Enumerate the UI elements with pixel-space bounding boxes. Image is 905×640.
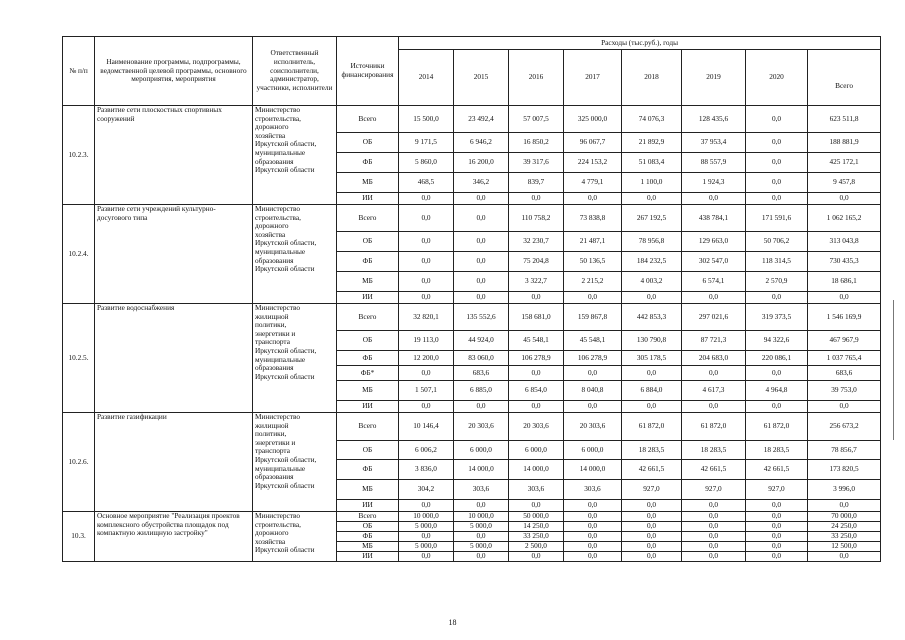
header-year: 2018 (622, 50, 682, 106)
year-value-cell: 220 086,1 (746, 351, 808, 366)
year-value-cell: 0,0 (399, 252, 454, 272)
year-value-cell: 346,2 (454, 173, 509, 193)
table-row (63, 512, 881, 522)
year-value-cell: 0,0 (454, 500, 509, 512)
total-value-cell: 0,0 (808, 292, 881, 304)
item-number: 10.2.6. (63, 413, 95, 512)
year-value-cell: 32 820,1 (399, 304, 454, 331)
year-value-cell: 0,0 (746, 133, 808, 153)
year-value-cell: 118 314,5 (746, 252, 808, 272)
year-value-cell: 0,0 (564, 401, 622, 413)
year-value-cell: 20 303,6 (509, 413, 564, 441)
item-name: Развитие газификации (95, 413, 253, 512)
table-row (63, 304, 881, 331)
year-value-cell: 16 200,0 (454, 153, 509, 173)
year-value-cell: 106 278,9 (509, 351, 564, 366)
year-value-cell: 0,0 (682, 532, 746, 542)
year-value-cell: 128 435,6 (682, 106, 746, 133)
year-value-cell: 44 924,0 (454, 331, 509, 351)
year-value-cell: 927,0 (622, 480, 682, 500)
funding-source: ФБ (337, 351, 399, 366)
funding-source: Всего (337, 205, 399, 232)
total-value-cell: 730 435,3 (808, 252, 881, 272)
year-value-cell: 2 500,0 (509, 542, 564, 552)
year-value-cell: 6 885,0 (454, 381, 509, 401)
year-value-cell: 0,0 (399, 500, 454, 512)
year-value-cell: 10 000,0 (454, 512, 509, 522)
year-value-cell: 57 007,5 (509, 106, 564, 133)
total-value-cell: 256 673,2 (808, 413, 881, 441)
year-value-cell: 6 000,0 (564, 441, 622, 460)
year-value-cell: 4 003,2 (622, 272, 682, 292)
year-value-cell: 33 250,0 (509, 532, 564, 542)
funding-source: ФБ (337, 153, 399, 173)
year-value-cell: 5 860,0 (399, 153, 454, 173)
year-value-cell: 0,0 (682, 552, 746, 562)
year-value-cell: 6 000,0 (454, 441, 509, 460)
year-value-cell: 0,0 (399, 532, 454, 542)
year-value-cell: 78 956,8 (622, 232, 682, 252)
year-value-cell: 61 872,0 (682, 413, 746, 441)
year-value-cell: 5 000,0 (454, 522, 509, 532)
year-value-cell: 0,0 (454, 401, 509, 413)
year-value-cell: 0,0 (509, 552, 564, 562)
year-value-cell: 39 317,6 (509, 153, 564, 173)
year-value-cell: 0,0 (454, 292, 509, 304)
header-year: 2020 (746, 50, 808, 106)
year-value-cell: 0,0 (622, 401, 682, 413)
year-value-cell: 0,0 (454, 205, 509, 232)
year-value-cell: 0,0 (399, 272, 454, 292)
total-value-cell: 9 457,8 (808, 173, 881, 193)
year-value-cell: 1 507,1 (399, 381, 454, 401)
year-value-cell: 5 000,0 (399, 522, 454, 532)
funding-source: ФБ* (337, 366, 399, 381)
year-value-cell: 468,5 (399, 173, 454, 193)
funding-source: ОБ (337, 522, 399, 532)
year-value-cell: 6 574,1 (682, 272, 746, 292)
year-value-cell: 0,0 (564, 193, 622, 205)
year-value-cell: 0,0 (682, 193, 746, 205)
year-value-cell: 8 040,8 (564, 381, 622, 401)
year-value-cell: 6 946,2 (454, 133, 509, 153)
expenses-table (62, 36, 881, 562)
year-value-cell: 927,0 (746, 480, 808, 500)
year-value-cell: 83 060,0 (454, 351, 509, 366)
funding-source: ФБ (337, 532, 399, 542)
year-value-cell: 42 661,5 (682, 460, 746, 480)
year-value-cell: 204 683,0 (682, 351, 746, 366)
year-value-cell: 0,0 (564, 512, 622, 522)
year-value-cell: 88 557,9 (682, 153, 746, 173)
header-year: 2014 (399, 50, 454, 106)
year-value-cell: 14 000,0 (454, 460, 509, 480)
funding-source: ОБ (337, 232, 399, 252)
year-value-cell: 0,0 (564, 292, 622, 304)
year-value-cell: 683,6 (454, 366, 509, 381)
funding-source: Всего (337, 413, 399, 441)
year-value-cell: 19 113,0 (399, 331, 454, 351)
year-value-cell: 0,0 (509, 193, 564, 205)
year-value-cell: 14 000,0 (564, 460, 622, 480)
year-value-cell: 14 250,0 (509, 522, 564, 532)
year-value-cell: 0,0 (399, 292, 454, 304)
funding-source: ИИ (337, 401, 399, 413)
year-value-cell: 23 492,4 (454, 106, 509, 133)
funding-source: МБ (337, 480, 399, 500)
year-value-cell: 16 850,2 (509, 133, 564, 153)
total-value-cell: 0,0 (808, 552, 881, 562)
year-value-cell: 4 964,8 (746, 381, 808, 401)
year-value-cell: 130 790,8 (622, 331, 682, 351)
total-value-cell: 313 043,8 (808, 232, 881, 252)
funding-source: ИИ (337, 292, 399, 304)
header-year: 2017 (564, 50, 622, 106)
year-value-cell: 87 721,3 (682, 331, 746, 351)
table-header (63, 37, 881, 106)
year-value-cell: 927,0 (682, 480, 746, 500)
funding-source: ФБ (337, 252, 399, 272)
year-value-cell: 0,0 (746, 532, 808, 542)
year-value-cell: 302 547,0 (682, 252, 746, 272)
year-value-cell: 6 006,2 (399, 441, 454, 460)
year-value-cell: 0,0 (622, 500, 682, 512)
item-executor: Министерство жилищной политики, энергетики и транспорта Иркутской области, муниципальные образования Иркутской области (253, 304, 337, 413)
item-executor: Министерство строительства, дорожного хозяйства Иркутской области, муниципальные образования Иркутской области (253, 205, 337, 304)
year-value-cell: 0,0 (746, 106, 808, 133)
year-value-cell: 1 100,0 (622, 173, 682, 193)
total-value-cell: 188 881,9 (808, 133, 881, 153)
year-value-cell: 0,0 (746, 500, 808, 512)
year-value-cell: 0,0 (399, 401, 454, 413)
item-executor: Министерство строительства, дорожного хозяйства Иркутской области (253, 512, 337, 562)
year-value-cell: 0,0 (622, 552, 682, 562)
year-value-cell: 0,0 (682, 500, 746, 512)
year-value-cell: 45 548,1 (509, 331, 564, 351)
year-value-cell: 18 283,5 (682, 441, 746, 460)
year-value-cell: 6 000,0 (509, 441, 564, 460)
year-value-cell: 0,0 (399, 552, 454, 562)
total-value-cell: 1 037 765,4 (808, 351, 881, 366)
table-row (63, 413, 881, 441)
table-row (63, 106, 881, 133)
year-value-cell: 12 200,0 (399, 351, 454, 366)
funding-source: ФБ (337, 460, 399, 480)
funding-source: ИИ (337, 552, 399, 562)
total-value-cell: 0,0 (808, 401, 881, 413)
year-value-cell: 4 779,1 (564, 173, 622, 193)
year-value-cell: 0,0 (682, 522, 746, 532)
funding-source: ОБ (337, 441, 399, 460)
year-value-cell: 0,0 (746, 542, 808, 552)
year-value-cell: 1 924,3 (682, 173, 746, 193)
year-value-cell: 0,0 (399, 205, 454, 232)
year-value-cell: 5 000,0 (399, 542, 454, 552)
scan-edge-line (893, 300, 894, 440)
year-value-cell: 442 853,3 (622, 304, 682, 331)
total-value-cell: 425 172,1 (808, 153, 881, 173)
funding-source: МБ (337, 542, 399, 552)
item-name: Развитие сети плоскостных спортивных сооружений (95, 106, 253, 205)
year-value-cell: 3 322,7 (509, 272, 564, 292)
funding-source: Всего (337, 512, 399, 522)
funding-source: МБ (337, 173, 399, 193)
year-value-cell: 6 884,0 (622, 381, 682, 401)
year-value-cell: 0,0 (564, 522, 622, 532)
year-value-cell: 42 661,5 (622, 460, 682, 480)
funding-source: ИИ (337, 193, 399, 205)
year-value-cell: 438 784,1 (682, 205, 746, 232)
table-body (63, 106, 881, 562)
year-value-cell: 75 204,8 (509, 252, 564, 272)
funding-source: Всего (337, 304, 399, 331)
year-value-cell: 0,0 (746, 512, 808, 522)
year-value-cell: 0,0 (622, 522, 682, 532)
year-value-cell: 32 230,7 (509, 232, 564, 252)
item-name: Развитие водоснабжения (95, 304, 253, 413)
year-value-cell: 0,0 (746, 401, 808, 413)
year-value-cell: 3 836,0 (399, 460, 454, 480)
year-value-cell: 0,0 (399, 232, 454, 252)
total-value-cell: 1 546 169,9 (808, 304, 881, 331)
year-value-cell: 21 892,9 (622, 133, 682, 153)
year-value-cell: 129 663,0 (682, 232, 746, 252)
funding-source: МБ (337, 272, 399, 292)
year-value-cell: 10 146,4 (399, 413, 454, 441)
year-value-cell: 158 681,0 (509, 304, 564, 331)
total-value-cell: 70 000,0 (808, 512, 881, 522)
year-value-cell: 51 083,4 (622, 153, 682, 173)
year-value-cell: 159 867,8 (564, 304, 622, 331)
year-value-cell: 106 278,9 (564, 351, 622, 366)
header-name: Наименование программы, подпрограммы, ведомственной целевой программы, основного мероприятия, мероприятия (95, 37, 253, 106)
total-value-cell: 1 062 165,2 (808, 205, 881, 232)
total-value-cell: 78 856,7 (808, 441, 881, 460)
header-expenses: Расходы (тыс.руб.), годы (399, 37, 881, 50)
header-num: № п/п (63, 37, 95, 106)
year-value-cell: 0,0 (622, 542, 682, 552)
year-value-cell: 15 500,0 (399, 106, 454, 133)
year-value-cell: 305 178,5 (622, 351, 682, 366)
year-value-cell: 0,0 (622, 532, 682, 542)
year-value-cell: 325 000,0 (564, 106, 622, 133)
total-value-cell: 12 500,0 (808, 542, 881, 552)
header-year: 2019 (682, 50, 746, 106)
year-value-cell: 0,0 (622, 512, 682, 522)
year-value-cell: 0,0 (454, 272, 509, 292)
item-number: 10.3. (63, 512, 95, 562)
table-row (63, 205, 881, 232)
funding-source: ОБ (337, 133, 399, 153)
year-value-cell: 0,0 (746, 193, 808, 205)
year-value-cell: 50 706,2 (746, 232, 808, 252)
year-value-cell: 74 076,3 (622, 106, 682, 133)
header-total: Всего (808, 50, 881, 106)
year-value-cell: 4 617,3 (682, 381, 746, 401)
year-value-cell: 110 758,2 (509, 205, 564, 232)
funding-source: ОБ (337, 331, 399, 351)
year-value-cell: 42 661,5 (746, 460, 808, 480)
year-value-cell: 0,0 (454, 252, 509, 272)
funding-source: Всего (337, 106, 399, 133)
year-value-cell: 0,0 (746, 292, 808, 304)
year-value-cell: 18 283,5 (622, 441, 682, 460)
year-value-cell: 135 552,6 (454, 304, 509, 331)
item-name: Развитие сети учреждений культурно-досугового типа (95, 205, 253, 304)
year-value-cell: 0,0 (564, 366, 622, 381)
total-value-cell: 33 250,0 (808, 532, 881, 542)
year-value-cell: 45 548,1 (564, 331, 622, 351)
year-value-cell: 0,0 (682, 366, 746, 381)
year-value-cell: 0,0 (509, 401, 564, 413)
total-value-cell: 683,6 (808, 366, 881, 381)
year-value-cell: 319 373,5 (746, 304, 808, 331)
year-value-cell: 0,0 (399, 366, 454, 381)
year-value-cell: 5 000,0 (454, 542, 509, 552)
year-value-cell: 10 000,0 (399, 512, 454, 522)
total-value-cell: 173 820,5 (808, 460, 881, 480)
year-value-cell: 0,0 (682, 512, 746, 522)
year-value-cell: 0,0 (454, 552, 509, 562)
year-value-cell: 0,0 (746, 173, 808, 193)
year-value-cell: 0,0 (564, 500, 622, 512)
funding-source: ИИ (337, 500, 399, 512)
year-value-cell: 184 232,5 (622, 252, 682, 272)
funding-source: МБ (337, 381, 399, 401)
year-value-cell: 0,0 (746, 522, 808, 532)
year-value-cell: 9 171,5 (399, 133, 454, 153)
year-value-cell: 0,0 (399, 193, 454, 205)
item-number: 10.2.3. (63, 106, 95, 205)
year-value-cell: 0,0 (509, 500, 564, 512)
year-value-cell: 94 322,6 (746, 331, 808, 351)
header-year: 2015 (454, 50, 509, 106)
year-value-cell: 303,6 (454, 480, 509, 500)
total-value-cell: 467 967,9 (808, 331, 881, 351)
year-value-cell: 61 872,0 (622, 413, 682, 441)
year-value-cell: 267 192,5 (622, 205, 682, 232)
year-value-cell: 20 303,6 (564, 413, 622, 441)
header-sources: Источники финансирования (337, 37, 399, 106)
year-value-cell: 0,0 (746, 153, 808, 173)
year-value-cell: 6 854,0 (509, 381, 564, 401)
year-value-cell: 304,2 (399, 480, 454, 500)
year-value-cell: 303,6 (564, 480, 622, 500)
year-value-cell: 37 953,4 (682, 133, 746, 153)
total-value-cell: 0,0 (808, 193, 881, 205)
total-value-cell: 18 686,1 (808, 272, 881, 292)
year-value-cell: 14 000,0 (509, 460, 564, 480)
year-value-cell: 303,6 (509, 480, 564, 500)
item-number: 10.2.5. (63, 304, 95, 413)
year-value-cell: 0,0 (509, 292, 564, 304)
year-value-cell: 61 872,0 (746, 413, 808, 441)
total-value-cell: 24 250,0 (808, 522, 881, 532)
total-value-cell: 3 996,0 (808, 480, 881, 500)
year-value-cell: 18 283,5 (746, 441, 808, 460)
item-name: Основное мероприятие "Реализация проектов комплексного обустройства площадок под компактную жилищную застройку" (95, 512, 253, 562)
year-value-cell: 0,0 (622, 193, 682, 205)
year-value-cell: 0,0 (622, 292, 682, 304)
year-value-cell: 0,0 (682, 292, 746, 304)
year-value-cell: 21 487,1 (564, 232, 622, 252)
year-value-cell: 224 153,2 (564, 153, 622, 173)
total-value-cell: 0,0 (808, 500, 881, 512)
item-executor: Министерство жилищной политики, энергетики и транспорта Иркутской области, муниципальные образования Иркутской области (253, 413, 337, 512)
year-value-cell: 839,7 (509, 173, 564, 193)
year-value-cell: 2 570,9 (746, 272, 808, 292)
year-value-cell: 297 021,6 (682, 304, 746, 331)
year-value-cell: 96 067,7 (564, 133, 622, 153)
year-value-cell: 0,0 (564, 542, 622, 552)
year-value-cell: 0,0 (564, 552, 622, 562)
year-value-cell: 0,0 (454, 532, 509, 542)
item-number: 10.2.4. (63, 205, 95, 304)
year-value-cell: 20 303,6 (454, 413, 509, 441)
year-value-cell: 2 215,2 (564, 272, 622, 292)
year-value-cell: 0,0 (682, 542, 746, 552)
year-value-cell: 0,0 (509, 366, 564, 381)
total-value-cell: 39 753,0 (808, 381, 881, 401)
year-value-cell: 73 838,8 (564, 205, 622, 232)
year-value-cell: 50 000,0 (509, 512, 564, 522)
year-value-cell: 0,0 (746, 552, 808, 562)
year-value-cell: 0,0 (564, 532, 622, 542)
total-value-cell: 623 511,8 (808, 106, 881, 133)
year-value-cell: 50 136,5 (564, 252, 622, 272)
year-value-cell: 0,0 (622, 366, 682, 381)
year-value-cell: 0,0 (746, 366, 808, 381)
item-executor: Министерство строительства, дорожного хозяйства Иркутской области, муниципальные образования Иркутской области (253, 106, 337, 205)
year-value-cell: 171 591,6 (746, 205, 808, 232)
header-year: 2016 (509, 50, 564, 106)
page-number: 18 (448, 618, 457, 627)
year-value-cell: 0,0 (454, 232, 509, 252)
header-executor: Ответственный исполнитель, соисполнители, администратор, участники, исполнители (253, 37, 337, 106)
year-value-cell: 0,0 (682, 401, 746, 413)
year-value-cell: 0,0 (454, 193, 509, 205)
